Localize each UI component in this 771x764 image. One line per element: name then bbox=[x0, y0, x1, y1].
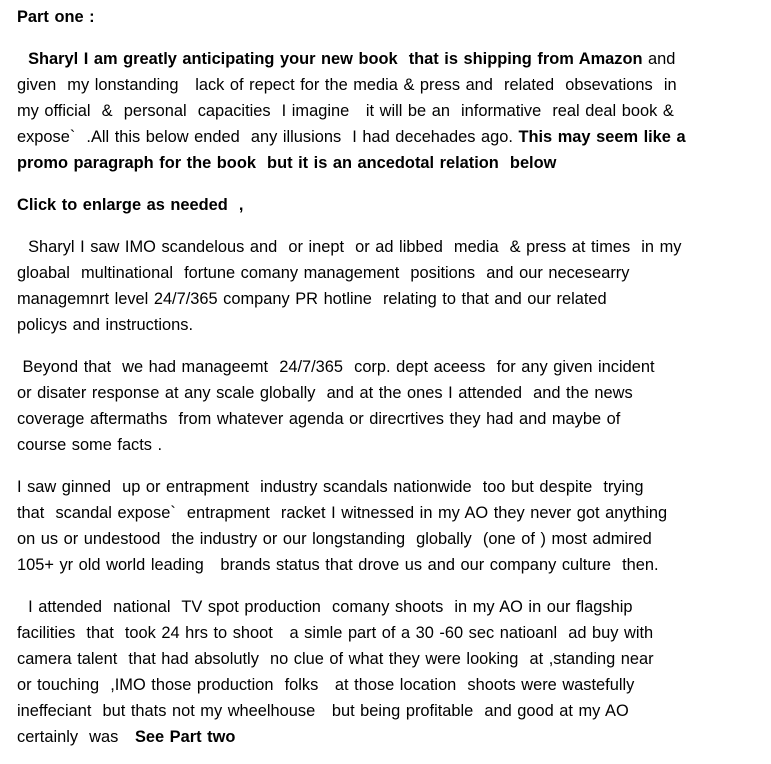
intro-paragraph: Sharyl I am greatly anticipating your new book that is shipping from Amazon and given my lonstanding lack of repect for the media & press and related obsevations in my official & personal capacities I imagine it will be an informative real deal book & expose` .All this below ended any illusions I had decehades ago. This may seem like a promo paragraph for the book but it is an ancedotal relation below bbox=[17, 50, 686, 172]
paragraph-incident-response: Beyond that we had manageemt 24/7/365 corp. dept aceess for any given incident or disater response at any scale globally and at the ones I attended and the news coverage aftermaths from whatever agenda or direcrtives they had and maybe of course some facts . bbox=[17, 358, 655, 454]
intro-bold-opening: Sharyl I am greatly anticipating your new book that is shipping from Amazon bbox=[17, 50, 643, 68]
paragraph-media-press: Sharyl I saw IMO scandelous and or inept or ad libbed media & press at times in my gloabal multinational fortune comany management positions and our necesearry managemnrt level 24/7/365 company PR hotline relating to that and our related policys and instructions. bbox=[17, 238, 682, 334]
paragraph-tv-production: I attended national TV spot production comany shoots in my AO in our flagship facilities that took 24 hrs to shoot a simle part of a 30 -60 sec natioanl ad buy with camera talent that had absolutly no clue of what they were looking at ,standing near or touching ,IMO those production folks at those location shoots were wastefully ineffeciant but thats not my wheelhouse but being profitable and good at my AO certainly was See Part two bbox=[17, 598, 654, 746]
click-to-enlarge-note: Click to enlarge as needed , bbox=[17, 196, 244, 214]
document-page bbox=[17, 4, 762, 750]
see-part-two-link: See Part two bbox=[134, 728, 236, 746]
paragraph-scandals: I saw ginned up or entrapment industry scandals nationwide too but despite trying that scandal expose` entrapment racket I witnessed in my AO they never got anything on us or undestood the industry or our longstanding globally (one of ) most admired 105+ yr old world leading brands status that drove us and our company culture then. bbox=[17, 478, 668, 574]
part-heading: Part one : bbox=[17, 8, 95, 26]
